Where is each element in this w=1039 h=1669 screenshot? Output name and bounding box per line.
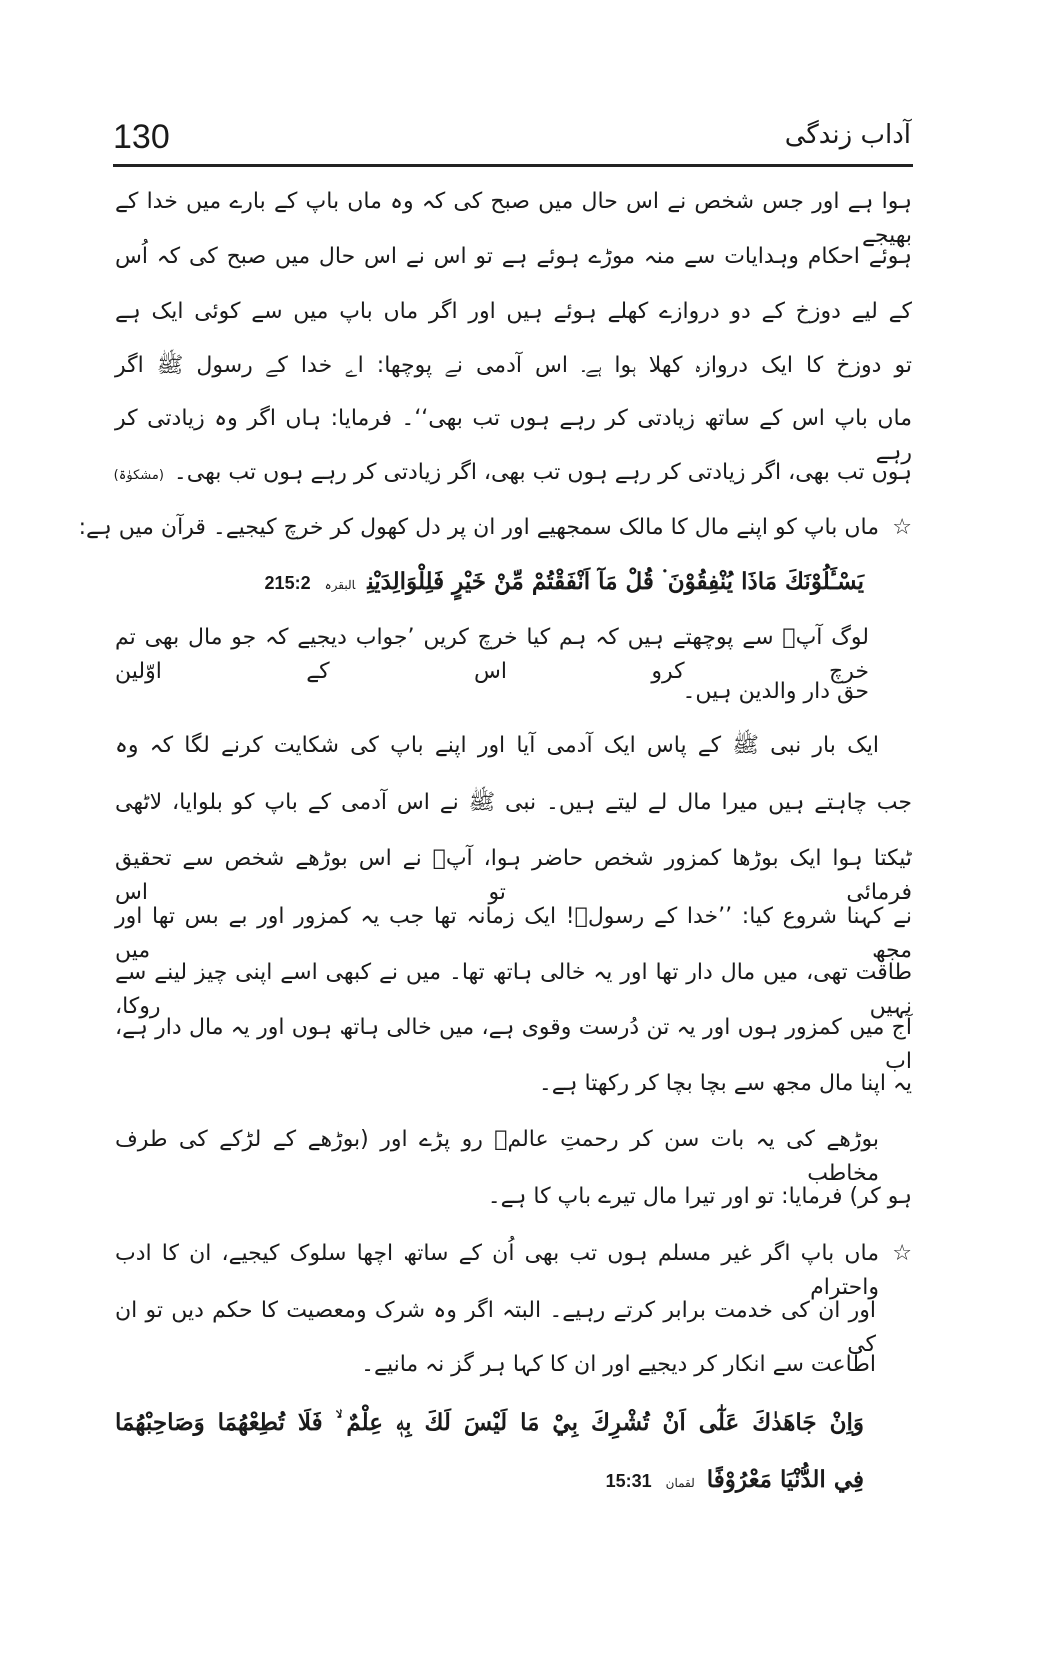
- page-number: 130: [113, 118, 170, 156]
- text-line: آج میں کمزور ہوں اور یہ تن دُرست وقوی ہے، میں خالی ہاتھ ہوں اور یہ مال دار ہے، اب: [115, 1015, 912, 1074]
- text-line: ماں باپ اس کے ساتھ زیادتی کر رہے ہوں تب بھی‘‘۔ فرمایا: ہاں اگر وہ زیادتی کر رہے: [115, 406, 912, 465]
- verse-text: فِي الدُّنْيَا مَعْرُوْفًا: [706, 1466, 864, 1493]
- text-line: ہوا ہے اور جس شخص نے اس حال میں صبح کی کہ وہ ماں باپ کے بارے میں خدا کے بھیجے: [115, 189, 912, 248]
- text-line: ماں باپ کو اپنے مال کا مالک سمجھیے اور ان پر دل کھول کر خرچ کیجیے۔ قرآن میں ہے:: [78, 515, 879, 540]
- verse-text: يَسْـَٔلُوْنَكَ مَاذَا يُنْفِقُوْنَ ۬ قُلْ مَآ اَنْفَقْتُمْ مِّنْ خَيْرٍ فَلِلْوَالِدَيْنِ: [367, 568, 864, 595]
- text-line: ہوئے احکام وہدایات سے منہ موڑے ہوئے ہے تو اس نے اس حال میں صبح کی کہ اُس: [115, 244, 912, 269]
- text-line: تو دوزخ کا ایک دروازہ کھلا ہوا ہے۔ اس آدمی نے پوچھا: اے خدا کے رسول ﷺ اگر: [115, 353, 912, 378]
- verse-reference: 15:31: [605, 1471, 652, 1491]
- verse-surah: البقرہ: [324, 578, 356, 592]
- text-line: اطاعت سے انکار کر دیجیے اور ان کا کہا ہر گز نہ مانیے۔: [361, 1352, 876, 1377]
- quran-verse-line: وَاِنْ جَاهَدٰكَ عَلٰٓى اَنْ تُشْرِكَ بِيْ مَا لَيْسَ لَكَ بِهٖ عِلْمٌ ۙ فَلَا تُطِعْهُمَا وَصَاحِبْهُمَا: [115, 1409, 864, 1436]
- star-bullet-icon: ☆: [892, 1241, 912, 1266]
- text-line: کے لیے دوزخ کے دو دروازے کھلے ہوئے ہیں اور اگر ماں باپ میں سے کوئی ایک ہے: [115, 299, 912, 324]
- translation-line: لوگ آپؐ سے پوچھتے ہیں کہ ہم کیا خرچ کریں ’جواب دیجیے کہ جو مال بھی تم خرچ کرو اس کے اوّلین: [115, 625, 869, 684]
- translation-line: حق دار والدین ہیں۔: [682, 679, 869, 704]
- source-citation: (مشکوٰۃ): [113, 468, 164, 483]
- text-line-content: ہوں تب بھی، اگر زیادتی کر رہے ہوں تب بھی، اگر زیادتی کر رہے ہوں تب بھی۔: [173, 460, 912, 485]
- text-line: اور ان کی خدمت برابر کرتے رہیے۔ البتہ اگر وہ شرک ومعصیت کا حکم دیں تو ان کی: [115, 1298, 876, 1357]
- text-line: ماں باپ اگر غیر مسلم ہوں تب بھی اُن کے ساتھ اچھا سلوک کیجیے، ان کا ادب واحترام: [115, 1241, 879, 1300]
- text-line: [114, 456, 912, 493]
- quran-verse: [265, 562, 864, 605]
- verse-reference: 215:2: [264, 573, 311, 593]
- text-line: بوڑھے کی یہ بات سن کر رحمتِ عالمؐ رو پڑے اور (بوڑھے کے لڑکے کی طرف مخاطب: [115, 1127, 879, 1186]
- text-line: ٹیکتا ہوا ایک بوڑھا کمزور شخص حاضر ہوا، آپؐ نے اس بوڑھے شخص سے تحقیق فرمائی تو اس: [115, 846, 912, 905]
- star-bullet-icon: ☆: [892, 515, 912, 540]
- text-line: جب چاہتے ہیں میرا مال لے لیتے ہیں۔ نبی ﷺ نے اس آدمی کے باپ کو بلوایا، لاٹھی: [115, 790, 912, 815]
- book-title: آداب زندگی: [784, 120, 911, 150]
- text-line: ہو کر) فرمایا: تو اور تیرا مال تیرے باپ کا ہے۔: [487, 1184, 912, 1209]
- text-line: نے کہنا شروع کیا: ’’خدا کے رسولؐ! ایک زمانہ تھا جب یہ کمزور اور بے بس تھا اور مجھ میں: [115, 904, 912, 963]
- verse-surah: لقمان: [665, 1476, 695, 1490]
- text-line: یہ اپنا مال مجھ سے بچا بچا کر رکھتا ہے۔: [538, 1071, 912, 1096]
- text-line: ایک بار نبی ﷺ کے پاس ایک آدمی آیا اور اپنے باپ کی شکایت کرنے لگا کہ وہ: [115, 733, 879, 758]
- quran-verse-line: [606, 1460, 864, 1503]
- header-rule: [113, 164, 913, 167]
- text-line: طاقت تھی، میں مال دار تھا اور یہ خالی ہاتھ تھا۔ میں نے کبھی اسے اپنی چیز لینے سے نہیں روکا،: [115, 960, 912, 1019]
